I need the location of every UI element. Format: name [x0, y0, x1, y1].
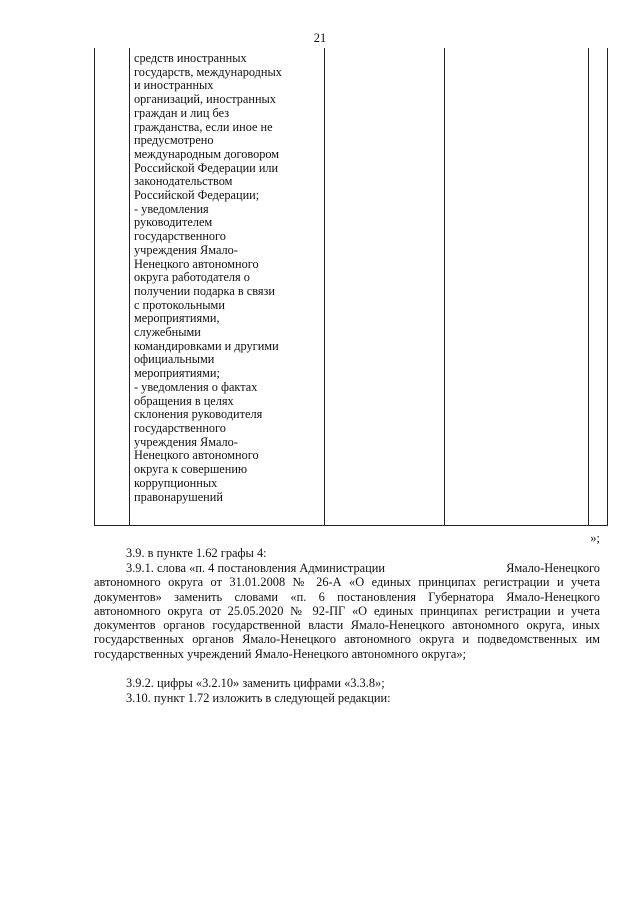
- table-cell-line: служебными: [134, 325, 201, 340]
- table-cell-line: округа к совершению: [134, 462, 248, 477]
- table-fragment: [94, 48, 608, 526]
- table-cell-line: руководителем: [134, 215, 213, 230]
- table-cell-line: законодательством: [134, 174, 233, 189]
- paragraph-3-9: 3.9. в пункте 1.62 графы 4:: [126, 546, 267, 560]
- table-cell-line: государственного: [134, 420, 226, 435]
- table-cell-line: - уведомления о фактах: [134, 379, 258, 394]
- table-cell-line: официальными: [134, 352, 215, 367]
- table-cell-line: средств иностранных: [134, 51, 247, 65]
- table-cell-line: учреждения Ямало-: [134, 434, 238, 449]
- paragraph-first-line-left: 3.9.1. слова «п. 4 постановления Администрации: [126, 561, 386, 575]
- table-cell-line: мероприятиями;: [134, 366, 220, 381]
- table-column-divider: [324, 48, 325, 525]
- table-cell-text: [134, 52, 324, 504]
- table-cell-line: Ненецкого автономного: [134, 256, 259, 271]
- table-cell-line: государственного: [134, 229, 226, 244]
- table-cell-line: предусмотрено: [134, 133, 214, 148]
- table-cell-line: Российской Федерации;: [134, 188, 260, 203]
- paragraph-3-9-1: [94, 561, 600, 661]
- paragraph-first-line: [94, 561, 600, 575]
- table-cell-line: Российской Федерации или: [134, 160, 279, 175]
- table-cell-line: коррупционных: [134, 475, 218, 490]
- paragraph-first-line-right: Ямало-Ненецкого: [506, 561, 600, 575]
- table-cell-line: - уведомления: [134, 201, 209, 216]
- table-cell-line: и иностранных: [134, 78, 214, 93]
- table-column-divider: [588, 48, 589, 525]
- table-cell-line: округа работодателя о: [134, 270, 250, 285]
- table-cell-line: командировками и другими: [134, 338, 279, 353]
- table-cell-line: организаций, иностранных: [134, 92, 276, 107]
- table-cell-line: гражданства, если иное не: [134, 119, 273, 134]
- table-cell-line: склонения руководителя: [134, 407, 263, 422]
- table-cell-line: мероприятиями,: [134, 311, 220, 326]
- paragraph-3-10: 3.10. пункт 1.72 изложить в следующей редакции:: [126, 691, 391, 705]
- paragraph-continuation: автономного округа от 31.01.2008 № 26-А «О единых принципах регистрации и учета документов» заменить словами «п. 6 постановления Губернатора Ямало-Ненецкого автономного округа от 25.05.2020 № 92-ПГ «О единых принципах регистрации и учета документов органов государственной власти Ямало-Ненецкого автономного округа, иных государственных органов Ямало-Ненецкого автономного округа и подведомственных им государственных учреждений Ямало-Ненецкого автономного округа»;: [94, 575, 600, 661]
- table-cell-line: Ненецкого автономного: [134, 448, 259, 463]
- table-cell-line: обращения в целях: [134, 393, 234, 408]
- table-cell-line: учреждения Ямало-: [134, 242, 238, 257]
- paragraph-3-9-2: 3.9.2. цифры «3.2.10» заменить цифрами «3.3.8»;: [126, 676, 385, 690]
- closing-quote: »;: [590, 531, 600, 545]
- table-cell-line: граждан и лиц без: [134, 105, 230, 120]
- page-number: 21: [313, 31, 327, 45]
- table-column-divider: [444, 48, 445, 525]
- table-cell-line: государств, международных: [134, 64, 282, 79]
- table-cell-line: с протокольными: [134, 297, 225, 312]
- table-cell-line: правонарушений: [134, 489, 223, 504]
- table-cell-line: международным договором: [134, 146, 280, 161]
- table-cell-line: получении подарка в связи: [134, 283, 275, 298]
- table-column-divider: [129, 48, 130, 525]
